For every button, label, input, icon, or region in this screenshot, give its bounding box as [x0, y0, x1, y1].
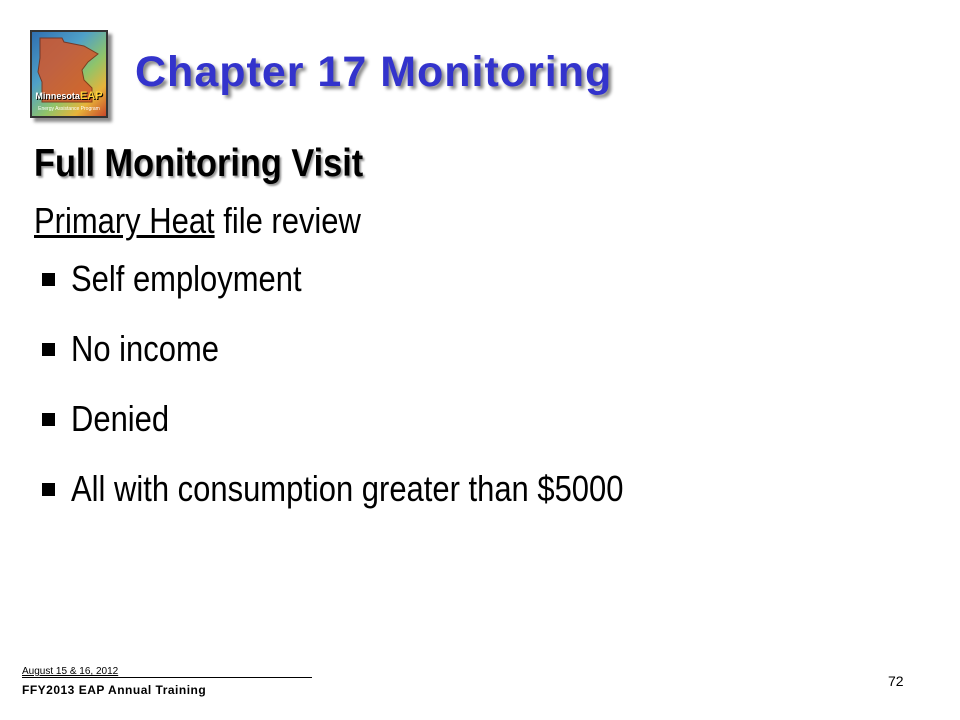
bullet-item: [42, 396, 914, 442]
minnesota-eap-logo: [30, 30, 108, 118]
lead-line: [34, 200, 791, 242]
page-number: 72: [888, 673, 904, 689]
logo-name: Minnesota: [35, 91, 80, 101]
lead-underlined-text: Primary Heat: [34, 200, 215, 241]
logo-subtitle: Energy Assistance Program: [38, 106, 100, 112]
footer-date: August 15 & 16, 2012: [22, 666, 312, 678]
bullet-item: [42, 256, 914, 302]
square-bullet-icon: [42, 483, 55, 496]
lead-rest-text: file review: [214, 200, 361, 241]
logo-abbr: EAP: [79, 90, 103, 102]
bullet-item: [42, 466, 914, 512]
logo-wordmark: [32, 90, 106, 102]
square-bullet-icon: [42, 343, 55, 356]
square-bullet-icon: [42, 413, 55, 426]
bullet-item: [42, 326, 914, 372]
bullet-list: [34, 256, 914, 512]
bullet-text: Self employment: [71, 258, 302, 299]
square-bullet-icon: [42, 273, 55, 286]
minnesota-map-icon: [32, 32, 106, 116]
slide-body: [34, 142, 914, 536]
bullet-text: Denied: [71, 398, 170, 439]
slide-title: Chapter 17 Monitoring: [135, 48, 613, 96]
slide-subtitle: Full Monitoring Visit: [34, 142, 364, 185]
footer-title: FFY2013 EAP Annual Training: [22, 683, 207, 697]
bullet-text: No income: [71, 328, 219, 369]
bullet-text: All with consumption greater than $5000: [71, 468, 624, 509]
